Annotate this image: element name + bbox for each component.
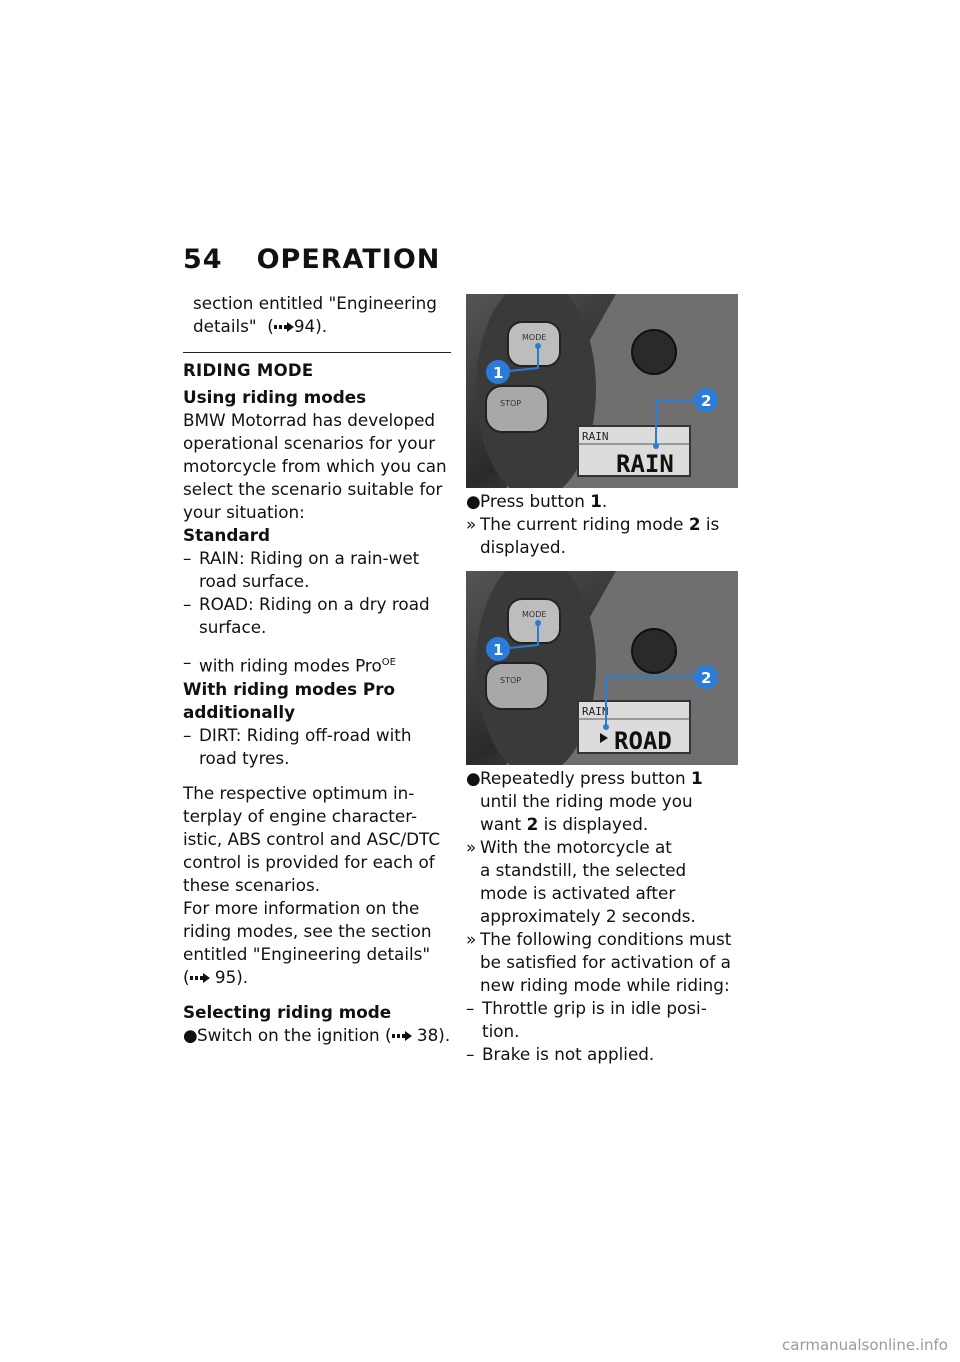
pro-note: – with riding modes Pro$^{OE}$ <box>183 652 396 676</box>
list-item: – ROAD: Riding on a dry road surface. <box>183 594 430 637</box>
svg-text:RAIN: RAIN <box>582 430 609 443</box>
step-item: ● Switch on the ignition ( 38). <box>183 1024 451 1045</box>
page-ref-arrow-icon <box>274 322 294 332</box>
result-item: » With the motorcycle at a standstill, the selected mode is activated after approximately 2 seconds. <box>466 837 696 926</box>
handlebar-illustration-icon <box>466 294 738 488</box>
svg-text:1: 1 <box>493 641 504 659</box>
subheading-pro: With riding modes Pro additionally <box>183 678 396 722</box>
page-number: 54 <box>183 244 223 275</box>
step-item: ● Press button 1. <box>466 491 608 511</box>
paragraph-more-info: For more information on the riding modes, see the section entitled "Engineering details" ( 95). <box>183 897 432 987</box>
list-item: – RAIN: Riding on a rain-wet road surface. <box>183 548 420 591</box>
page-ref-arrow-icon <box>190 973 210 983</box>
watermark: carmanualsonline.info <box>782 1336 948 1354</box>
svg-text:STOP: STOP <box>500 399 522 408</box>
left-column <box>183 292 451 1047</box>
list-item: – Brake is not applied. <box>466 1044 655 1064</box>
svg-text:1: 1 <box>493 364 504 382</box>
figure-mode-road <box>466 571 738 765</box>
paragraph-scenarios: The respective optimum in- terplay of engine character- istic, ABS control and ASC/DTC control is provided for each of these scenarios. <box>183 782 441 895</box>
svg-text:2: 2 <box>701 392 712 410</box>
svg-text:RAIN: RAIN <box>616 450 674 478</box>
svg-text:MODE: MODE <box>522 610 547 619</box>
list-item: – DIRT: Riding off-road with road tyres. <box>183 724 412 768</box>
intro-text: section entitled "Engineering details" ( 94). <box>193 293 437 336</box>
figure-mode-rain <box>466 294 738 488</box>
step-item: ● Repeatedly press button 1 until the riding mode you want 2 is displayed. <box>466 768 703 834</box>
list-item: – Throttle grip is in idle posi- tion. <box>466 998 707 1041</box>
result-item: » The current riding mode 2 is displayed. <box>466 514 720 557</box>
svg-text:MODE: MODE <box>522 333 547 342</box>
svg-text:2: 2 <box>701 669 712 687</box>
result-item: » The following conditions must be satisfied for activation of a new riding mode while riding: <box>466 929 732 995</box>
page-header <box>183 244 440 275</box>
svg-text:ROAD: ROAD <box>614 727 672 755</box>
page-ref-arrow-icon <box>392 1031 412 1041</box>
handlebar-illustration-icon <box>466 571 738 765</box>
svg-text:STOP: STOP <box>500 676 522 685</box>
subheading-select: Selecting riding mode <box>183 1001 392 1022</box>
paragraph-intro: BMW Motorrad has developed operational scenarios for your motorcycle from which you can select the scenario suitable for your situation: <box>183 410 447 522</box>
chapter-title: OPERATION <box>256 244 441 275</box>
right-column <box>466 294 740 1066</box>
section-title: RIDING MODE <box>183 352 451 382</box>
subheading-standard: Standard <box>183 525 271 545</box>
svg-text:RAIN: RAIN <box>582 705 609 718</box>
subheading-using: Using riding modes <box>183 387 367 407</box>
